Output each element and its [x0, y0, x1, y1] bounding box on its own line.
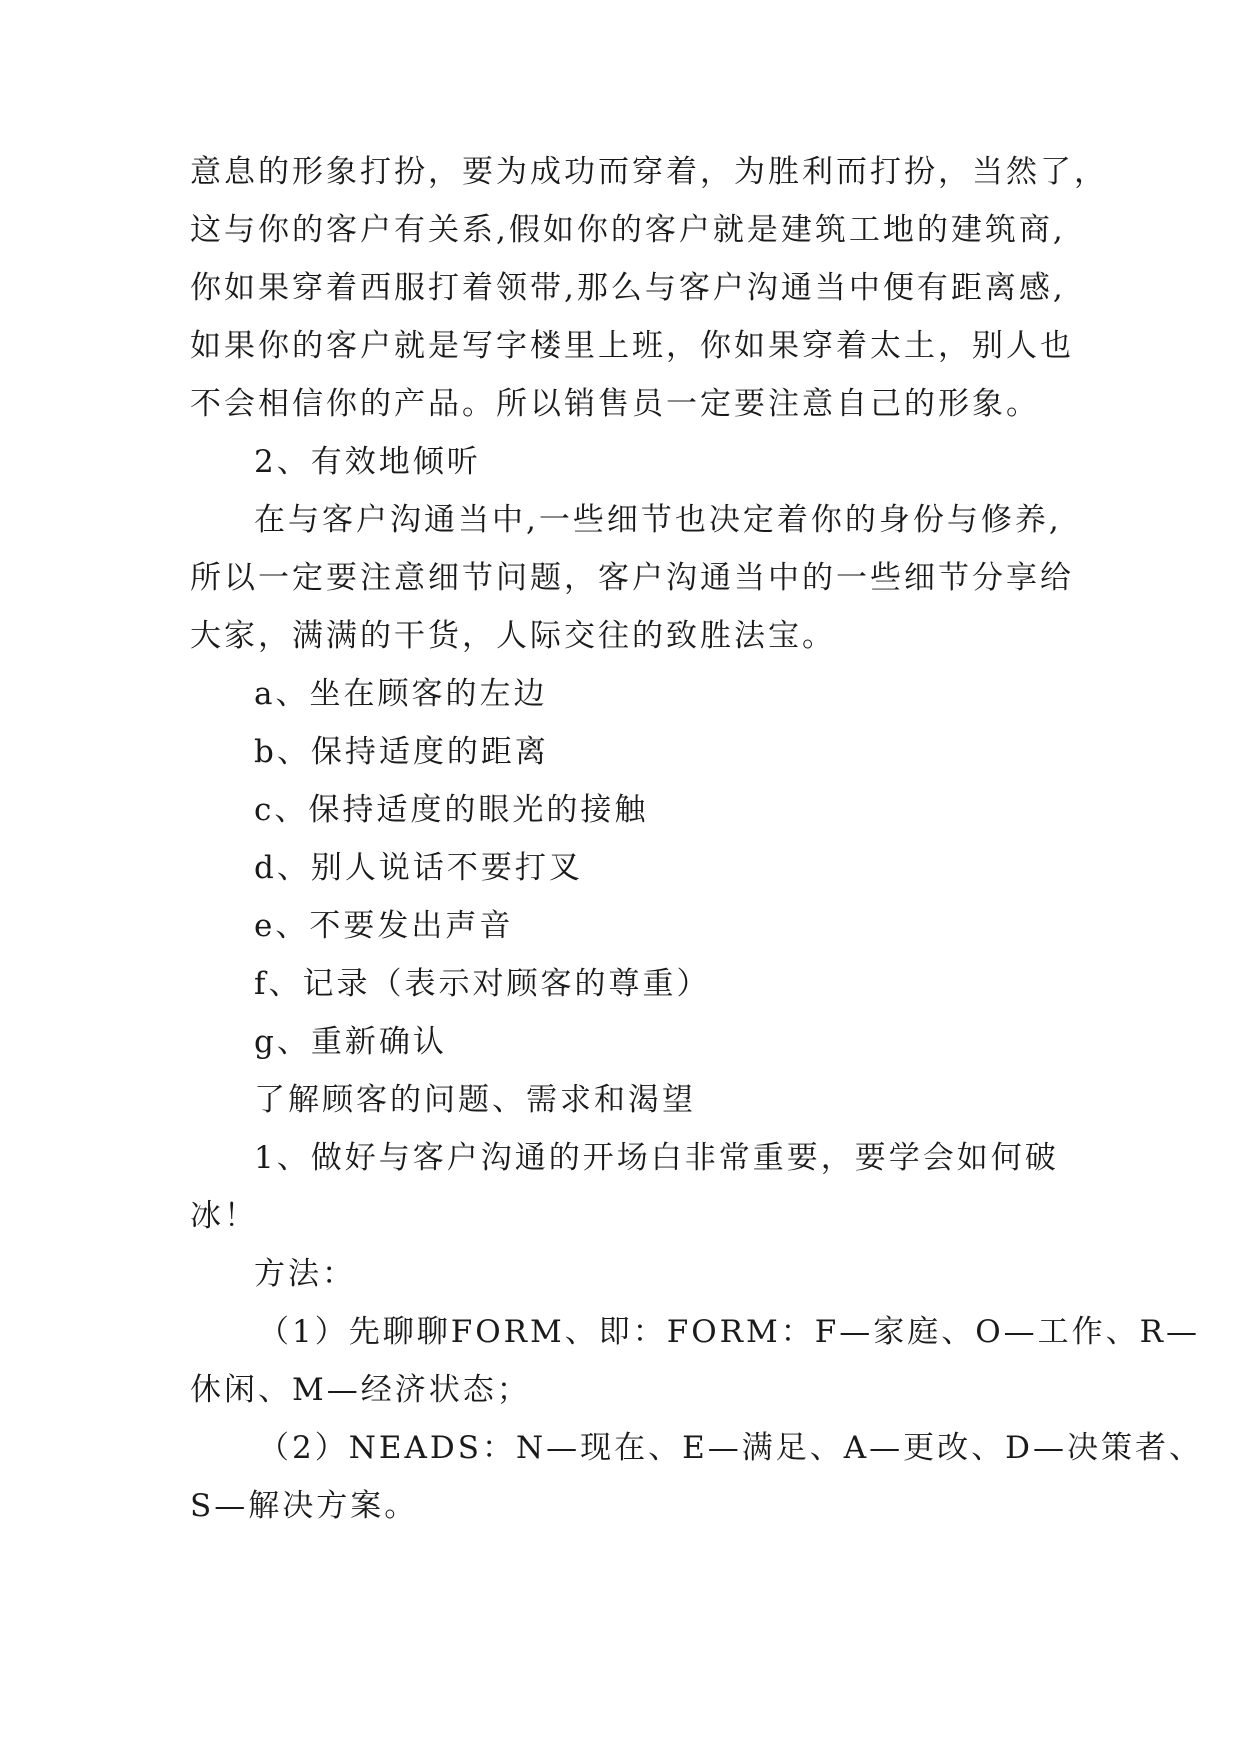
list-item: g、重新确认	[254, 1024, 447, 1060]
list-item: c、保持适度的眼光的接触	[254, 792, 649, 828]
list-item: f、记录（表示对顾客的尊重）	[254, 966, 711, 1002]
body-text-line: （1）先聊聊FORM、即：FORM：F—家庭、O—工作、R—	[258, 1314, 1200, 1350]
section-heading: 了解顾客的问题、需求和渴望	[254, 1082, 696, 1118]
body-text-line: 大家，满满的干货，人际交往的致胜法宝。	[190, 618, 836, 654]
body-text-line: 不会相信你的产品。所以销售员一定要注意自己的形象。	[190, 386, 1040, 422]
section-heading: 2、有效地倾听	[254, 444, 481, 480]
body-text-line: S—解决方案。	[190, 1488, 419, 1524]
list-item: e、不要发出声音	[254, 908, 514, 944]
list-item: d、别人说话不要打叉	[254, 850, 583, 886]
list-item: b、保持适度的距离	[254, 734, 549, 770]
body-text-line: 意息的形象打扮，要为成功而穿着，为胜利而打扮，当然了，	[190, 154, 1108, 190]
body-text-line: 你如果穿着西服打着领带,那么与客户沟通当中便有距离感,	[190, 270, 1066, 306]
body-text-line: 在与客户沟通当中,一些细节也决定着你的身份与修养,	[254, 502, 1062, 538]
body-text-line: 1、做好与客户沟通的开场白非常重要，要学会如何破	[254, 1140, 1059, 1176]
body-text-line: 所以一定要注意细节问题，客户沟通当中的一些细节分享给	[190, 560, 1074, 596]
body-text-line: （2）NEADS：N—现在、E—满足、A—更改、D—决策者、	[258, 1430, 1203, 1466]
body-text-line: 休闲、M—经济状态；	[190, 1372, 531, 1408]
body-text-line: 方法：	[254, 1256, 356, 1292]
body-text-line: 这与你的客户有关系,假如你的客户就是建筑工地的建筑商,	[190, 212, 1066, 248]
body-text-line: 冰！	[190, 1198, 258, 1234]
body-text-line: 如果你的客户就是写字楼里上班，你如果穿着太土，别人也	[190, 328, 1074, 364]
list-item: a、坐在顾客的左边	[254, 676, 548, 712]
